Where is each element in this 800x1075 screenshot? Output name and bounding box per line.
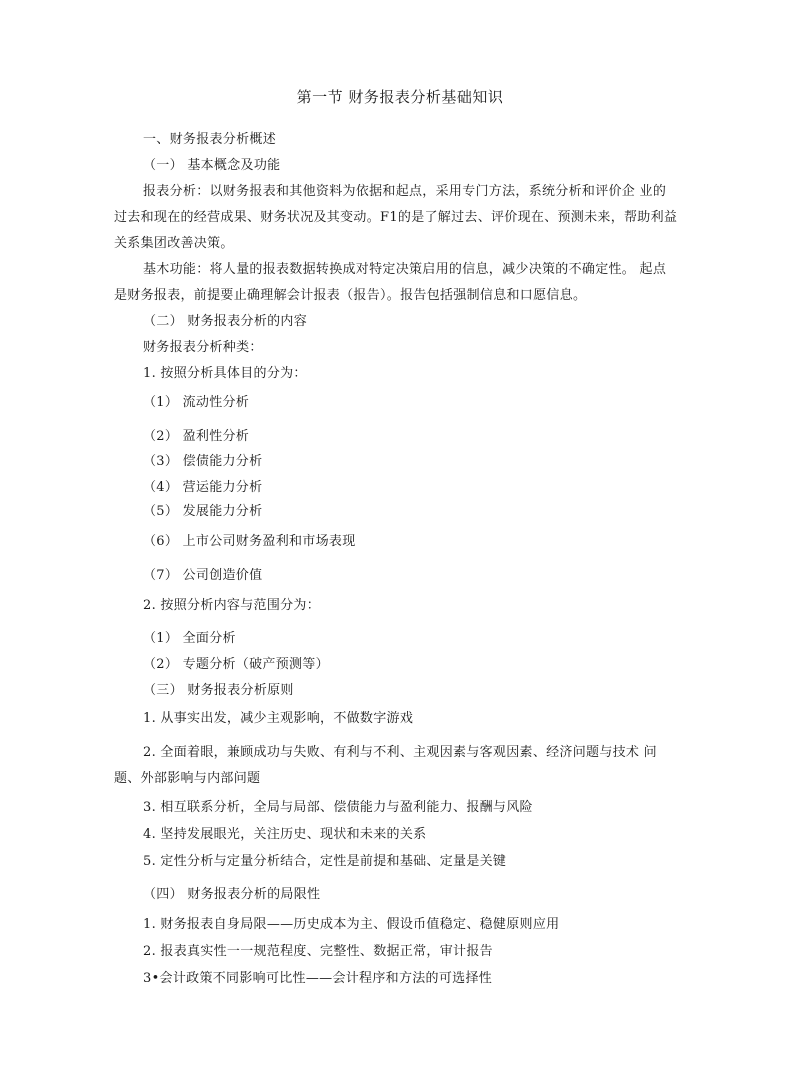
list-item: 2. 报表真实性一一规范程度、完整性、数据正常，审计报告 xyxy=(143,944,493,959)
list-heading: 2. 按照分析内容与范围分为： xyxy=(143,598,321,613)
list-item: （1） 流动性分析 xyxy=(143,395,250,410)
list-item: （5） 发展能力分析 xyxy=(143,504,263,519)
page-title: 第一节 财务报表分析基础知识 xyxy=(296,88,504,106)
list-item: （3） 偿债能力分析 xyxy=(143,454,263,469)
paragraph-line: 过去和现在的经营成果、财务状况及其变动。F1的是了解过去、评价现在、预测未来，帮助利益 xyxy=(114,210,678,225)
list-item: （6） 上市公司财务盈利和市场表现 xyxy=(143,534,356,549)
list-heading: 1. 按照分析具体目的分为： xyxy=(143,366,307,381)
list-item: 3. 相互联系分析，全局与局部、偿债能力与盈利能力、报酬与风险 xyxy=(143,800,533,815)
list-item: （2） 专题分析（破产预测等） xyxy=(143,657,329,672)
list-item: 4. 坚持发展眼光，关注历史、现状和未来的关系 xyxy=(143,827,427,842)
subsection-heading: （四） 财务报表分析的局限性 xyxy=(143,887,321,902)
paragraph-line: 关系集团改善决策。 xyxy=(114,236,234,251)
list-item: 3•会计政策不同影响可比性——会计程序和方法的可选择性 xyxy=(143,971,493,986)
paragraph-line: 是财务报表，前提要止确理解会计报表（报告）。报告包括强制信息和口愿信息。 xyxy=(114,288,587,303)
subsection-heading: （二） 财务报表分析的内容 xyxy=(143,314,308,329)
list-item: 5. 定性分析与定量分析结合，定性是前提和基础、定量是关键 xyxy=(143,854,507,869)
paragraph-line: 报表分析：以财务报表和其他资料为依据和起点，采用专门方法，系统分析和评价企 业的 xyxy=(143,184,667,199)
paragraph-line: 财务报表分析种类： xyxy=(143,340,263,355)
list-item: 1. 从事实出发，减少主观影响，不做数字游戏 xyxy=(143,711,414,726)
list-item-continuation: 题、外部影响与内部问题 xyxy=(114,771,261,786)
subsection-heading: （三） 财务报表分析原则 xyxy=(143,683,294,698)
list-item: 2. 全面着眼，兼顾成功与失败、有利与不利、主观因素与客观因素、经济问题与技术 问 xyxy=(143,745,657,760)
list-item: （7） 公司创造价值 xyxy=(143,568,263,583)
list-item: （2） 盈利性分析 xyxy=(143,429,250,444)
subsection-heading: （一） 基本概念及功能 xyxy=(143,158,281,173)
list-item: 1. 财务报表自身局限——历史成本为主、假设币值稳定、稳健原则应用 xyxy=(143,917,560,932)
section-heading: 一、财务报表分析概述 xyxy=(143,132,277,147)
list-item: （4） 营运能力分析 xyxy=(143,480,263,495)
list-item: （1） 全面分析 xyxy=(143,631,236,646)
paragraph-line: 基木功能：将人量的报表数据转换成对特定决策启用的信息，减少决策的不确定性。 起点 xyxy=(143,262,667,277)
